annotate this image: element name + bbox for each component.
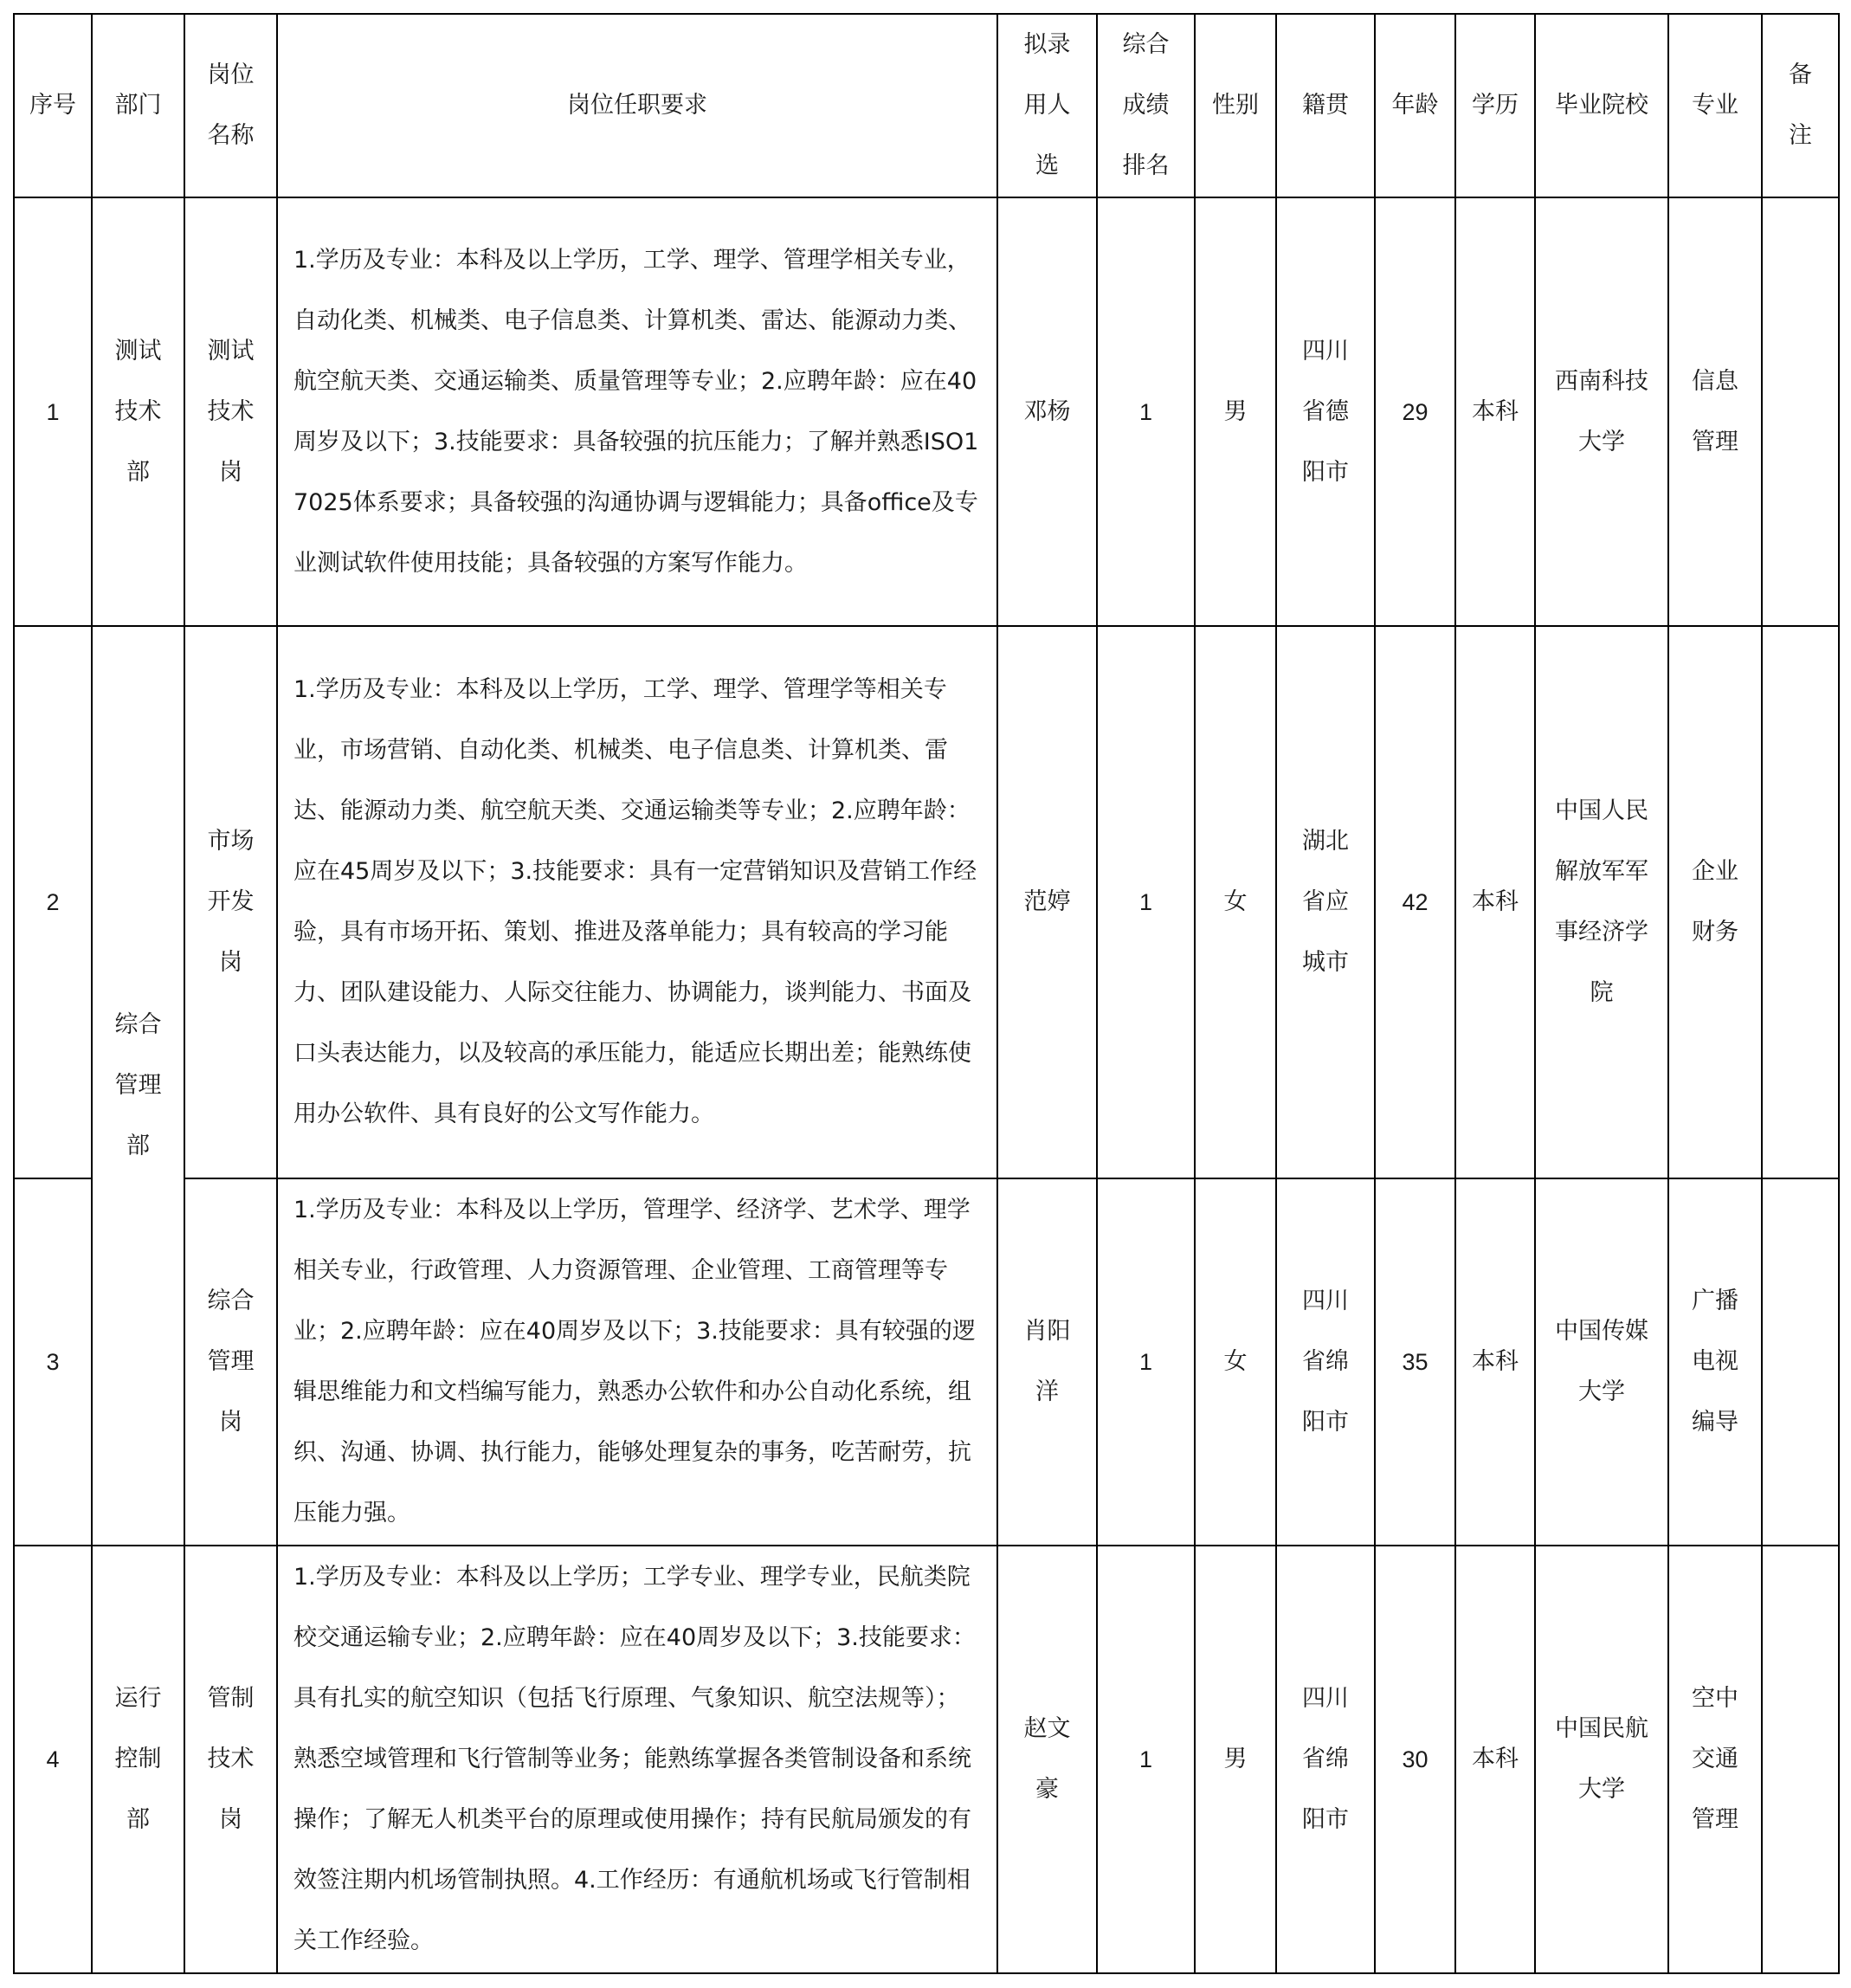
- cell-education: 本科: [1455, 626, 1535, 1178]
- header-rank-line3: 排名: [1122, 152, 1170, 179]
- cell-remarks: [1762, 626, 1839, 1178]
- header-position-line1: 岗位: [207, 61, 255, 88]
- cell-rank: 1: [1097, 1178, 1195, 1546]
- cell-position-text: 管制技术岗: [207, 1685, 255, 1833]
- cell-rank: 1: [1097, 197, 1195, 626]
- header-rank-line1: 综合: [1122, 31, 1170, 58]
- cell-origin: [1276, 626, 1375, 1178]
- cell-gender: 女: [1195, 1178, 1276, 1546]
- header-candidate-line3: 选: [1035, 152, 1059, 179]
- header-candidate: [997, 14, 1097, 197]
- cell-requirements: 1.学历及专业：本科及以上学历，管理学、经济学、艺术学、理学相关专业，行政管理、人力资源管理、企业管理、工商管理等专业；2.应聘年龄：应在40周岁及以下；3.技能要求：具有较强的逻辑思维能力和文档编写能力，熟悉办公软件和办公自动化系统，组织、沟通、协调、执行能力，能够处理复杂的事务，吃苦耐劳，抗压能力强。: [277, 1178, 997, 1546]
- cell-major: [1668, 197, 1762, 626]
- table-row: [14, 1546, 1839, 1973]
- cell-requirements: 1.学历及专业：本科及以上学历；工学专业、理学专业，民航类院校交通运输专业；2.应聘年龄：应在40周岁及以下；3.技能要求：具有扎实的航空知识（包括飞行原理、气象知识、航空法规等）；熟悉空域管理和飞行管制等业务；能熟练掌握各类管制设备和系统操作；了解无人机类平台的原理或使用操作；持有民航局颁发的有效签注期内机场管制执照。4.工作经历：有通航机场或飞行管制相关工作经验。: [277, 1546, 997, 1973]
- cell-school-text: 中国民航大学: [1554, 1715, 1648, 1803]
- header-candidate-line2: 用人: [1023, 92, 1071, 119]
- header-gender: 性别: [1195, 14, 1276, 197]
- cell-major: [1668, 1178, 1762, 1546]
- cell-age: 35: [1375, 1178, 1455, 1546]
- cell-gender: 男: [1195, 1546, 1276, 1973]
- cell-rank: 1: [1097, 626, 1195, 1178]
- cell-school-text: 西南科技大学: [1554, 367, 1648, 455]
- cell-position: [184, 1546, 277, 1973]
- header-rank-line2: 成绩: [1122, 92, 1170, 119]
- cell-major: [1668, 1546, 1762, 1973]
- cell-requirements: 1.学历及专业：本科及以上学历，工学、理学、管理学相关专业，自动化类、机械类、电子信息类、计算机类、雷达、能源动力类、航空航天类、交通运输类、质量管理等专业；2.应聘年龄：应在40周岁及以下；3.技能要求：具备较强的抗压能力；了解并熟悉ISO17025体系要求；具备较强的沟通协调与逻辑能力；具备office及专业测试软件使用技能；具备较强的方案写作能力。: [277, 197, 997, 626]
- cell-education: 本科: [1455, 1546, 1535, 1973]
- candidate-roster-table: [13, 13, 1840, 1974]
- header-remarks-line1: 备: [1789, 61, 1812, 88]
- table-row: [14, 1178, 1839, 1546]
- cell-candidate-text: 邓杨: [1023, 397, 1071, 425]
- cell-position: [184, 626, 277, 1178]
- header-origin: 籍贯: [1276, 14, 1375, 197]
- cell-major: [1668, 626, 1762, 1178]
- cell-school: [1535, 626, 1668, 1178]
- cell-age: 30: [1375, 1546, 1455, 1973]
- cell-seq: 2: [14, 626, 92, 1178]
- header-school: 毕业院校: [1535, 14, 1668, 197]
- cell-major-text: 企业财务: [1692, 858, 1738, 946]
- cell-position-text: 市场开发岗: [207, 828, 255, 976]
- cell-major-text: 空中交通管理: [1692, 1685, 1738, 1833]
- cell-position-text: 综合管理岗: [207, 1288, 255, 1436]
- cell-dept: [92, 197, 184, 626]
- cell-origin-text: 四川省绵阳市: [1302, 1288, 1349, 1436]
- cell-seq: 3: [14, 1178, 92, 1546]
- header-position-line2: 名称: [207, 122, 255, 149]
- cell-candidate-text: 赵文豪: [1023, 1715, 1071, 1803]
- header-dept: 部门: [92, 14, 184, 197]
- cell-position: [184, 1178, 277, 1546]
- cell-dept-text: 测试技术部: [114, 337, 162, 486]
- cell-candidate: [997, 626, 1097, 1178]
- cell-dept-text: 综合管理部: [114, 1011, 162, 1159]
- header-major: 专业: [1668, 14, 1762, 197]
- cell-candidate-text: 范婷: [1023, 888, 1071, 915]
- cell-origin: [1276, 197, 1375, 626]
- cell-gender: 女: [1195, 626, 1276, 1178]
- cell-age: 29: [1375, 197, 1455, 626]
- cell-candidate-text: 肖阳洋: [1023, 1318, 1071, 1405]
- header-candidate-line1: 拟录: [1023, 31, 1071, 58]
- cell-position: [184, 197, 277, 626]
- cell-origin: [1276, 1178, 1375, 1546]
- cell-requirements: 1.学历及专业：本科及以上学历，工学、理学、管理学等相关专业，市场营销、自动化类、机械类、电子信息类、计算机类、雷达、能源动力类、航空航天类、交通运输类等专业；2.应聘年龄：应在45周岁及以下；3.技能要求：具有一定营销知识及营销工作经验，具有市场开拓、策划、推进及落单能力；具有较高的学习能力、团队建设能力、人际交往能力、协调能力，谈判能力、书面及口头表达能力，以及较高的承压能力，能适应长期出差；能熟练使用办公软件、具有良好的公文写作能力。: [277, 626, 997, 1178]
- header-requirements: 岗位任职要求: [277, 14, 997, 197]
- cell-dept-merged: [92, 626, 184, 1546]
- table-row: [14, 197, 1839, 626]
- header-remarks-line2: 注: [1789, 122, 1812, 149]
- cell-origin-text: 湖北省应城市: [1302, 828, 1349, 976]
- header-rank: [1097, 14, 1195, 197]
- cell-candidate: [997, 1546, 1097, 1973]
- cell-dept: [92, 1546, 184, 1973]
- cell-candidate: [997, 197, 1097, 626]
- cell-major-text: 广播电视编导: [1692, 1288, 1738, 1436]
- cell-candidate: [997, 1178, 1097, 1546]
- cell-remarks: [1762, 1178, 1839, 1546]
- cell-rank: 1: [1097, 1546, 1195, 1973]
- cell-education: 本科: [1455, 197, 1535, 626]
- cell-school: [1535, 1178, 1668, 1546]
- cell-school-text: 中国传媒大学: [1554, 1318, 1648, 1405]
- header-remarks: [1762, 14, 1839, 197]
- header-age: 年龄: [1375, 14, 1455, 197]
- cell-school: [1535, 197, 1668, 626]
- cell-major-text: 信息管理: [1692, 367, 1738, 455]
- cell-remarks: [1762, 197, 1839, 626]
- cell-remarks: [1762, 1546, 1839, 1973]
- cell-seq: 4: [14, 1546, 92, 1973]
- cell-origin-text: 四川省德阳市: [1302, 337, 1349, 486]
- cell-school: [1535, 1546, 1668, 1973]
- header-education: 学历: [1455, 14, 1535, 197]
- header-seq: 序号: [14, 14, 92, 197]
- table-row: [14, 626, 1839, 1178]
- cell-education: 本科: [1455, 1178, 1535, 1546]
- cell-age: 42: [1375, 626, 1455, 1178]
- cell-dept-text: 运行控制部: [114, 1685, 162, 1833]
- header-row: [14, 14, 1839, 197]
- cell-origin-text: 四川省绵阳市: [1302, 1685, 1349, 1833]
- cell-seq: 1: [14, 197, 92, 626]
- cell-position-text: 测试技术岗: [207, 337, 255, 486]
- cell-origin: [1276, 1546, 1375, 1973]
- cell-gender: 男: [1195, 197, 1276, 626]
- header-position: [184, 14, 277, 197]
- cell-school-text: 中国人民解放军军事经济学院: [1554, 797, 1648, 1006]
